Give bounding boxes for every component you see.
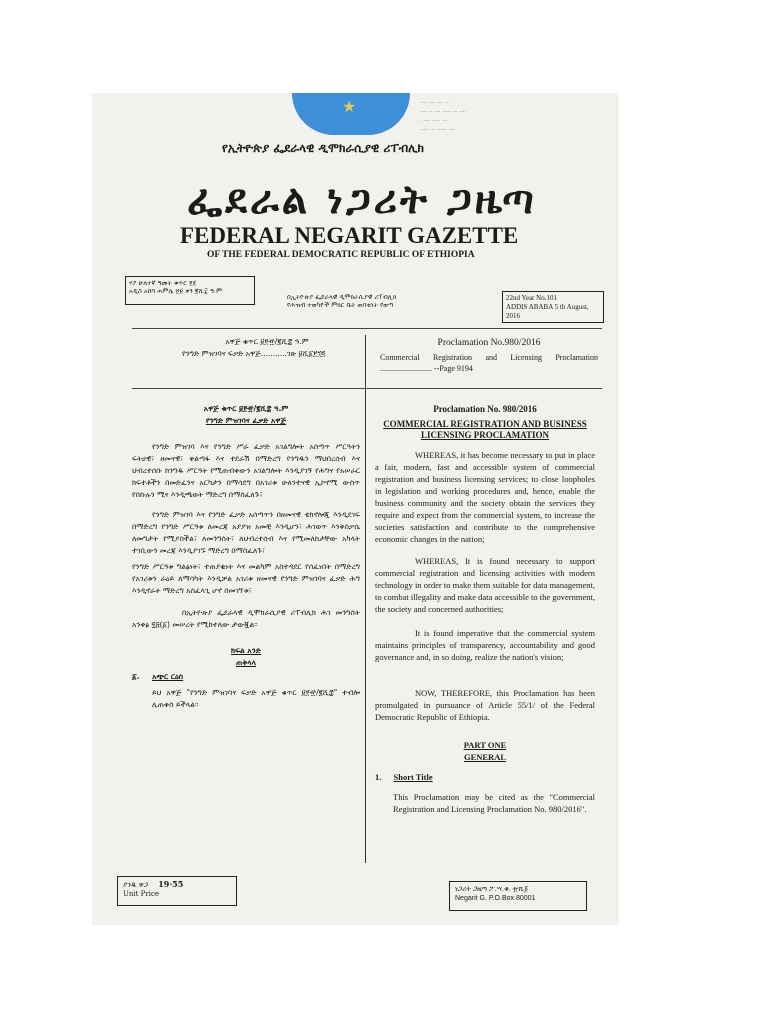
gazette-page bbox=[92, 93, 619, 925]
contents-english-procl: Proclamation No.980/2016 bbox=[437, 338, 541, 348]
english-part-subtitle: GENERAL bbox=[463, 752, 507, 762]
column-divider bbox=[365, 335, 366, 863]
unit-price-value: 19·55 bbox=[158, 879, 184, 889]
english-preamble-4: NOW, THEREFORE, this Proclamation has been promulgated in pursuance of Article 55/1/ of the Federal Democratic Republic of Ethiopia. bbox=[375, 688, 595, 722]
issue-english-line2: ADDIS ABABA 5 th August, 2016 bbox=[506, 303, 589, 320]
issue-authority-line1: በኢትዮጵያ ፌደራላዊ ዲሞክራሲያዊ ሪፐብሊክ bbox=[287, 293, 397, 301]
english-gazette-subtitle: OF THE FEDERAL DEMOCRATIC REPUBLIC OF ETHIOPIA bbox=[207, 250, 475, 260]
divider bbox=[132, 328, 602, 329]
english-part-title: PART ONE bbox=[463, 740, 507, 750]
english-preamble-3: It is found imperative that the commercial system maintains principles of transparency, accountability and good governance and, in so doing, realize the nation's vision; bbox=[375, 628, 595, 662]
divider bbox=[132, 388, 602, 389]
unit-price-box bbox=[117, 876, 237, 906]
contents-english bbox=[380, 337, 598, 374]
issue-amharic-line2: አዲስ አበባ ሐምሌ ፳፱ ቀን ፪ሺ፰ ዓ.ም bbox=[129, 287, 223, 295]
po-box-english: Negarit G. P.O.Box 80001 bbox=[455, 895, 536, 902]
amharic-part-subtitle: ጠቅላላ bbox=[236, 658, 256, 667]
amharic-section-number: ፩. bbox=[132, 672, 140, 681]
amharic-republic-name: የኢትዮጵያ ፌደራላዊ ዲሞክራሲያዊ ሪፐብሊክ bbox=[222, 141, 424, 155]
english-gazette-title: FEDERAL NEGARIT GAZETTE bbox=[180, 223, 519, 248]
amharic-procl-title: የንግድ ምዝገባና ፈቃድ አዋጅ bbox=[205, 416, 287, 425]
issue-box-amharic bbox=[125, 276, 255, 305]
amharic-procl-number: አዋጅ ቁጥር ፱፻፹/፪ሺ፰ ዓ.ም bbox=[203, 404, 289, 413]
issue-authority bbox=[287, 293, 396, 309]
amharic-column bbox=[132, 403, 360, 711]
amharic-section-title: አጭር ርዕስ bbox=[152, 672, 184, 681]
amharic-part-title: ክፍል አንድ bbox=[231, 646, 261, 655]
unit-price-amharic: ያንዱ ዋጋ bbox=[123, 881, 148, 889]
contents-amharic-entry: የንግድ ምዝገባና ፍቃድ አዋጅ...........ገጽ ፱ሺ፩፻፺፬ bbox=[182, 349, 326, 358]
issue-amharic-line1: ሃያ ሁለተኛ ዓመት ቁጥር ፻፩ bbox=[129, 279, 197, 287]
english-procl-number: Proclamation No. 980/2016 bbox=[433, 404, 537, 414]
bleed-through-text: ᎐᎐᎐᎐ ᎐᎐᎐᎐ ᎐᎐᎐᎐ ᎐᎐ ᎐᎐᎐᎐ ᎐᎐ ᎐᎐᎐᎐ ᎐᎐᎐᎐᎐ ᎐᎐᎐ ᎐᎐᎐᎐ ᎐ ᎐᎐᎐᎐ ᎐᎐᎐᎐᎐ ᎐᎐᎐ ᎐᎐᎐᎐᎐ ᎐᎐᎐ ᎐᎐᎐᎐᎐᎐ ᎐᎐᎐᎐ bbox=[420, 97, 466, 132]
star-icon: ★ bbox=[342, 97, 357, 116]
unit-price-label: Unit Price bbox=[123, 890, 160, 898]
english-preamble-1: WHEREAS, it has become necessary to put in place a fair, modern, fast and accessible system of commercial registration and business licensing services; to close loopholes in legislation and working procedures and, hence, enable the business community and the society obtain the services they require and expect from the commercial system, to increase the societies satisfaction and contribute to the comprehensive economic changes in the nation; bbox=[375, 450, 595, 544]
po-box-amharic: ነጋሪት ጋዜጣ ፖ.ሣ.ቁ. ፹ሺ፩ bbox=[455, 886, 529, 893]
contents-english-entry: Commercial Registration and Licensing Proclamation .......................... --Page 9194 bbox=[380, 353, 598, 373]
contents-amharic-procl: አዋጅ ቁጥር ፱፻፹/፪ሺ፰ ዓ.ም bbox=[225, 337, 309, 346]
issue-box-english bbox=[502, 291, 604, 323]
emblem-seal bbox=[292, 93, 410, 135]
english-section-body: This Proclamation may be cited as the "Commercial Registration and Licensing Proclamation No. 980/2016". bbox=[393, 792, 595, 814]
english-column bbox=[375, 403, 595, 815]
english-section-title: Short Title bbox=[393, 772, 433, 782]
english-preamble-2: WHEREAS, It is found necessary to support commercial registration and licensing activities with modern technology in order to make them suitable for data management, to combat illegality and make data accessible to the government, the society and concerned authorities; bbox=[375, 556, 595, 614]
english-procl-title: COMMERCIAL REGISTRATION AND BUSINESS LICENSING PROCLAMATION bbox=[383, 419, 587, 440]
english-section-number: 1. bbox=[375, 772, 382, 782]
amharic-gazette-title: ፌደራል ነጋሪት ጋዜጣ bbox=[187, 177, 537, 223]
amharic-preamble-2: የንግድ ምዝገባ እና የንግድ ፈቃድ አሰጣጥን በዘመናዊ ቴክኖሎጂ እንዲደገፍ በማድረግ የንግድ ሥርዓቱ ለመረጃ አያያዝ አመቺ እንዲሆን፣ ሕገወጥ እንቅስቃሴ ለመግታት የሚያስችል፣ ለመንግስት፣ ለህብረተሰብ እና የሚመለከታቸው አካላት ተገቢውን መረጃ እንዲያገኙ ማድረግ በማስፈለጉ፣ bbox=[132, 510, 360, 555]
amharic-preamble-1: የንግድ ምዝገባ እና የንግድ ሥራ ፈቃድ አገልግሎት አሰጣጥ ሥርዓትን ፍትሀዊ፣ ዘመናዊ፣ ቀልጣፋ እና ተደራሽ በማድረግ የንግዱን ማህበረሰብ እና ህብረተሰቡ ከንግዱ ሥርዓት የሚጠብቀውን አገልግሎት እንዲያገኝ የሕግና የአሠራር ክፍተቶችን በመድፈንና አርካታን በማሳደግ በአገሪቱ ሁለንተናዊ ኢኮኖሚ ውስጥ የበኩሉን ሚና እንዲጫወት ማድረግ በማስፈለጉ፣ bbox=[132, 442, 360, 499]
po-box bbox=[449, 881, 587, 911]
issue-authority-line2: የሕዝብ ተወካዮች ምክር ቤት ጠባቂነት የወጣ bbox=[287, 301, 394, 309]
amharic-preamble-3: የንግድ ሥርዓቱ ግልፅነት፣ ተጠያቂነት እና መልካም አስተዳደር የሰፈነበት በማድረግ የአገሪቱን ራዕይ ለማሳካት እንዲቻል አገሪቱ ዘመናዊ የንግድ ምዝገባና ፈቃድ ሕግ እንዲኖራት ማድረግ አስፈላጊ ሆኖ በመገኘቱ፣ bbox=[132, 562, 360, 595]
english-section-heading bbox=[375, 771, 595, 783]
amharic-section-body: ይህ አዋጅ "የንግድ ምዝገባና ፍቃድ አዋጅ ቁጥር ፱፻፹/፪ሺ፰" ተብሎ ሊጠቀስ ይችላል፡፡ bbox=[152, 688, 360, 709]
amharic-section-heading bbox=[132, 671, 360, 683]
issue-english-line1: 22nd Year No.101 bbox=[506, 294, 557, 302]
contents-amharic bbox=[182, 336, 352, 360]
amharic-preamble-4: በኢትዮጵያ ፌደራላዊ ዲሞክራሲያዊ ሪፐብሊክ ሕገ መንግስት አንቀፅ ፶፭(፩) መሠረት የሚከተለው ታውጇል፡፡ bbox=[132, 608, 360, 629]
